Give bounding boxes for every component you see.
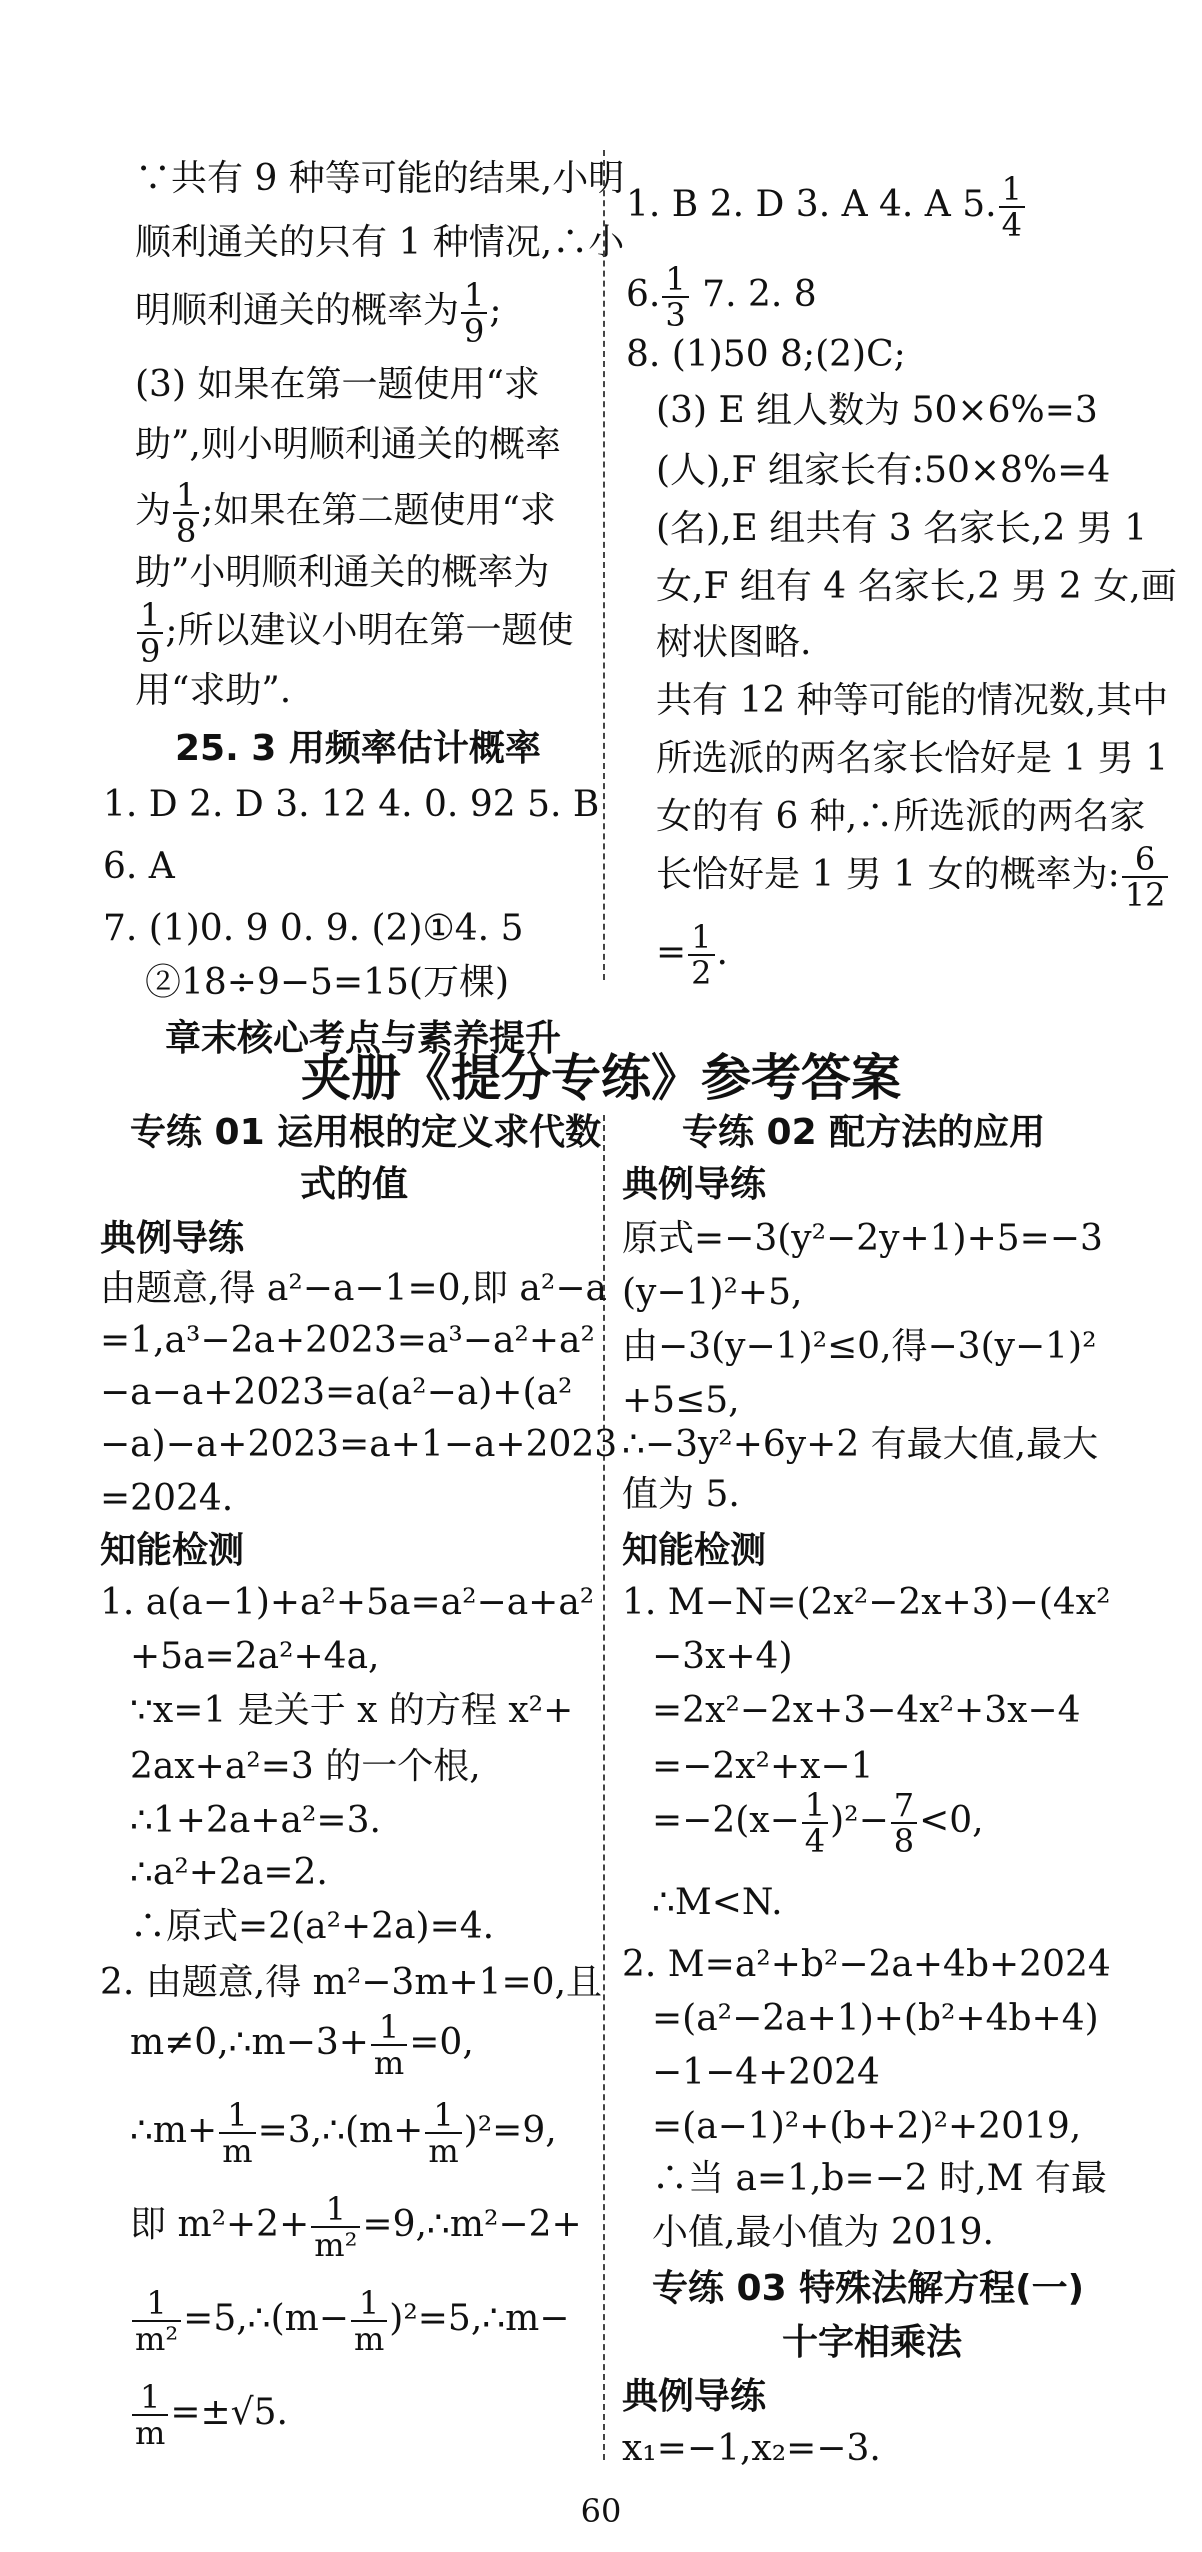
text: =	[656, 932, 687, 973]
denominator: 3	[665, 296, 686, 334]
text-line: ②18÷9−5=15(万棵)	[145, 962, 510, 1003]
subsection-heading: 知能检测	[622, 1530, 767, 1571]
text: =3,∴(m+	[257, 2110, 424, 2151]
text-line	[652, 1788, 984, 1858]
numerator: 6	[1122, 842, 1169, 878]
text: =0,	[409, 2022, 474, 2063]
section-heading: 章末核心考点与素养提升	[165, 1018, 562, 1059]
text: =5,∴(m−	[183, 2298, 349, 2339]
text-line: −3x+4)	[652, 1636, 793, 1677]
text-line: 1. D 2. D 3. 12 4. 0. 92 5. B	[103, 784, 600, 825]
text-line: ∴当 a=1,b=−2 时,M 有最	[652, 2158, 1107, 2199]
text-line: ∴原式=2(a²+2a)=4.	[130, 1906, 495, 1947]
numerator: 1	[371, 2010, 407, 2046]
text-line: 小值,最小值为 2019.	[652, 2212, 994, 2253]
text-line: 由题意,得 a²−a−1=0,即 a²−a	[100, 1268, 607, 1309]
text-line: ∴a²+2a=2.	[130, 1852, 328, 1893]
page-title: 夹册《提分专练》参考答案	[301, 1049, 901, 1107]
numerator: 1	[461, 278, 487, 314]
text-line: 助”小明顺利通关的概率为	[135, 552, 550, 593]
text-line: (名),E 组共有 3 名家长,2 男 1	[656, 508, 1148, 549]
subsection-heading: 知能检测	[100, 1530, 245, 1571]
denominator: 4	[804, 1822, 826, 1860]
section-heading: 25. 3 用频率估计概率	[175, 728, 541, 769]
text-line: x₁=−1,x₂=−3.	[622, 2428, 881, 2469]
text: 即 m²+2+	[130, 2204, 310, 2245]
text-line	[130, 2380, 288, 2450]
text-line: ∵x=1 是关于 x 的方程 x²+	[130, 1690, 574, 1731]
numerator: 1	[351, 2286, 387, 2322]
denominator: 8	[893, 1822, 915, 1860]
text: 1. B 2. D 3. A 4. A 5.	[626, 184, 997, 225]
text-line	[130, 2098, 557, 2168]
text: =±√5.	[170, 2392, 288, 2433]
fraction	[1122, 842, 1169, 912]
text-line: =(a²−2a+1)+(b²+4b+4)	[652, 1998, 1099, 2039]
text-line: 值为 5.	[622, 1474, 740, 1515]
numerator: 1	[132, 2286, 181, 2322]
text-line: 6. A	[103, 846, 175, 887]
section-heading: 专练 03 特殊法解方程(一)	[652, 2268, 1085, 2309]
text-line: 共有 12 种等可能的情况数,其中	[656, 680, 1169, 721]
text-line	[626, 262, 817, 332]
text: .	[716, 932, 728, 973]
text-line: =(a−1)²+(b+2)²+2019,	[652, 2106, 1082, 2147]
text-line: 1. M−N=(2x²−2x+3)−(4x²	[622, 1582, 1111, 1623]
numerator: 1	[802, 1788, 828, 1824]
numerator: 1	[173, 478, 199, 514]
text-line: (人),F 组家长有:50×8%=4	[656, 450, 1111, 491]
section-heading: 专练 01 运用根的定义求代数	[130, 1112, 602, 1153]
fraction	[311, 2192, 360, 2262]
text-line: 2. M=a²+b²−2a+4b+2024	[622, 1944, 1111, 1985]
column-divider	[603, 1115, 605, 2460]
text-line: 所选派的两名家长恰好是 1 男 1	[656, 738, 1169, 779]
numerator: 1	[137, 598, 163, 634]
text-line: (y−1)²+5,	[622, 1272, 803, 1313]
text: ;	[489, 290, 502, 331]
denominator: 8	[176, 512, 197, 550]
text-line: 女,F 组有 4 名家长,2 男 2 女,画	[656, 566, 1177, 607]
numerator: 1	[425, 2098, 461, 2134]
denominator: 12	[1124, 876, 1166, 914]
text-line	[135, 598, 574, 668]
fraction	[999, 172, 1025, 242]
text-line: 原式=−3(y²−2y+1)+5=−3	[622, 1218, 1103, 1259]
text-line: (3) E 组人数为 50×6%=3	[656, 390, 1098, 431]
text-line: =2024.	[100, 1478, 234, 1519]
section-heading: 式的值	[300, 1164, 409, 1205]
text-line: −a−a+2023=a(a²−a)+(a²	[100, 1372, 573, 1413]
text: 明顺利通关的概率为	[135, 290, 460, 331]
denominator: 9	[464, 312, 485, 350]
text-line	[626, 172, 1027, 242]
text-line: =2x²−2x+3−4x²+3x−4	[652, 1690, 1081, 1731]
subsection-heading: 典例导练	[622, 2376, 767, 2417]
denominator: m	[135, 2414, 166, 2452]
text: ;如果在第二题使用“求	[201, 490, 556, 531]
text: m≠0,∴m−3+	[130, 2022, 369, 2063]
text-line: 8. (1)50 8;(2)C;	[626, 334, 906, 375]
numerator: 1	[132, 2380, 168, 2416]
text: 为	[135, 490, 172, 531]
text-line: (3) 如果在第一题使用“求	[135, 364, 540, 405]
text-line: 由−3(y−1)²≤0,得−3(y−1)²	[622, 1326, 1097, 1367]
fraction	[351, 2286, 387, 2356]
denominator: m	[428, 2132, 459, 2170]
fraction	[802, 1788, 828, 1858]
numerator: 1	[311, 2192, 360, 2228]
denominator: m	[222, 2132, 253, 2170]
text-line: 2ax+a²=3 的一个根,	[130, 1746, 481, 1787]
text-line: 助”,则小明顺利通关的概率	[135, 424, 561, 465]
text-line: 用“求助”.	[135, 670, 292, 711]
text-line	[656, 920, 728, 990]
text-line: −a)−a+2023=a+1−a+2023	[100, 1424, 618, 1465]
text-line: ∵共有 9 种等可能的结果,小明	[135, 158, 625, 199]
subsection-heading: 典例导练	[622, 1164, 767, 1205]
text: 6.	[626, 274, 661, 315]
numerator: 7	[891, 1788, 917, 1824]
section-heading: 专练 02 配方法的应用	[682, 1112, 1046, 1153]
numerator: 1	[662, 262, 688, 298]
fraction	[425, 2098, 461, 2168]
fraction	[132, 2286, 181, 2356]
fraction	[132, 2380, 168, 2450]
fraction	[662, 262, 688, 332]
denominator: 4	[1001, 206, 1022, 244]
fraction	[371, 2010, 407, 2080]
numerator: 1	[688, 920, 714, 956]
text: 7. 2. 8	[690, 274, 817, 315]
denominator: 9	[140, 632, 161, 670]
numerator: 1	[219, 2098, 255, 2134]
text: <0,	[919, 1800, 984, 1841]
denominator: m	[353, 2320, 385, 2358]
text-line: 树状图略.	[656, 622, 812, 663]
fraction	[219, 2098, 255, 2168]
text-line: 1. a(a−1)+a²+5a=a²−a+a²	[100, 1582, 595, 1623]
fraction	[688, 920, 714, 990]
text: )²=5,∴m−	[389, 2298, 570, 2339]
text-line: ∴−3y²+6y+2 有最大值,最大	[622, 1424, 1099, 1465]
text-line	[135, 478, 556, 548]
text: ;所以建议小明在第一题使	[165, 610, 574, 651]
text-line: ∴M<N.	[652, 1882, 783, 1923]
fraction	[461, 278, 487, 348]
section-heading: 十字相乘法	[782, 2322, 963, 2363]
fraction	[137, 598, 163, 668]
text-line: 女的有 6 种,∴所选派的两名家	[656, 796, 1146, 837]
text-line	[130, 2010, 474, 2080]
text-line: =1,a³−2a+2023=a³−a²+a²	[100, 1320, 595, 1361]
text-line	[656, 842, 1170, 912]
column-divider	[603, 150, 605, 980]
text: =−2(x−	[652, 1800, 800, 1841]
text-line: 顺利通关的只有 1 种情况,∴小	[135, 222, 625, 263]
text-line: ∴1+2a+a²=3.	[130, 1800, 381, 1841]
page-number: 60	[580, 2492, 622, 2530]
text: )²−	[830, 1800, 889, 1841]
text: 长恰好是 1 男 1 女的概率为:	[656, 854, 1120, 895]
text-line	[135, 278, 502, 348]
denominator: m	[373, 2044, 405, 2082]
fraction	[173, 478, 199, 548]
text-line: 2. 由题意,得 m²−3m+1=0,且	[100, 1962, 603, 2003]
text: ∴m+	[130, 2110, 218, 2151]
text-line	[130, 2192, 582, 2262]
text-line: +5≤5,	[622, 1380, 740, 1421]
fraction	[891, 1788, 917, 1858]
denominator: m²	[135, 2320, 179, 2358]
subsection-heading: 典例导练	[100, 1218, 245, 1259]
text-line: +5a=2a²+4a,	[130, 1636, 380, 1677]
denominator: 2	[691, 954, 712, 992]
text-line: =−2x²+x−1	[652, 1746, 874, 1787]
text-line: 7. (1)0. 9 0. 9. (2)①4. 5	[103, 908, 524, 949]
denominator: m²	[314, 2226, 358, 2264]
text: )²=9,	[463, 2110, 557, 2151]
numerator: 1	[999, 172, 1025, 208]
text-line: −1−4+2024	[652, 2052, 880, 2093]
text-line	[130, 2286, 569, 2356]
text: =9,∴m²−2+	[362, 2204, 582, 2245]
